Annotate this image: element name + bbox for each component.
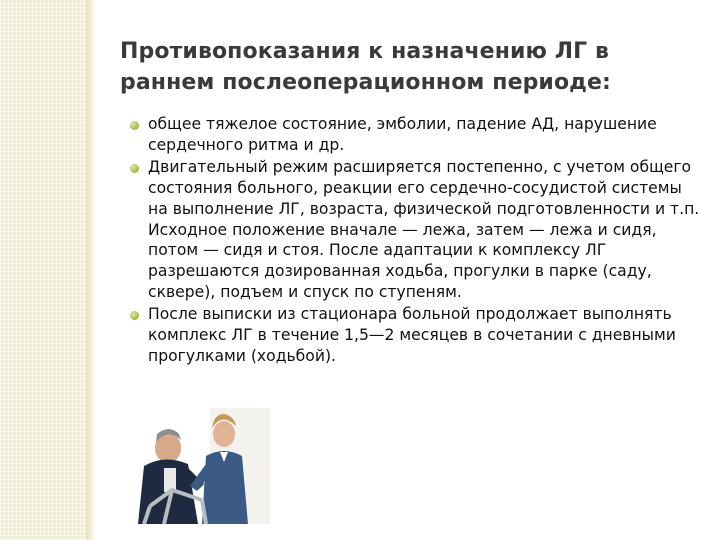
decorative-side-band [0, 0, 86, 540]
bullet-list [148, 114, 700, 368]
bullet-icon [130, 311, 139, 320]
bullet-item [148, 157, 700, 302]
side-band-edge [86, 0, 96, 540]
bullet-text: После выписки из стационара больной продолжает выполнять комплекс ЛГ в течение 1,5—2 месяцев в сочетании с дневными прогулками (ходьбой). [148, 305, 676, 365]
bullet-text: общее тяжелое состояние, эмболии, падение АД, нарушение сердечного ритма и др. [148, 115, 657, 154]
title-line-1: Противопоказания к назначению ЛГ в [120, 39, 610, 64]
nurse-helping-patient-illustration [110, 408, 270, 524]
slide-title [120, 36, 700, 98]
bullet-item [148, 304, 700, 366]
bullet-text: Двигательный режим расширяется постепенно, с учетом общего состояния больного, реакции его сердечно-сосудистой системы на выполнение ЛГ, возраста, физической подготовленности и т.п. Исходное положение вначале — лежа, затем — лежа и сидя, потом — сидя и стоя. После адаптации к комплексу ЛГ разрешаются дозированная ходьба, прогулки в парке (саду, сквере), подъем и спуск по ступеням. [148, 158, 700, 301]
title-line-2: раннем послеоперационном периоде: [120, 70, 611, 95]
bullet-item [148, 114, 700, 155]
bullet-icon [130, 121, 139, 130]
bullet-icon [130, 164, 139, 173]
rehab-photo [110, 408, 270, 524]
